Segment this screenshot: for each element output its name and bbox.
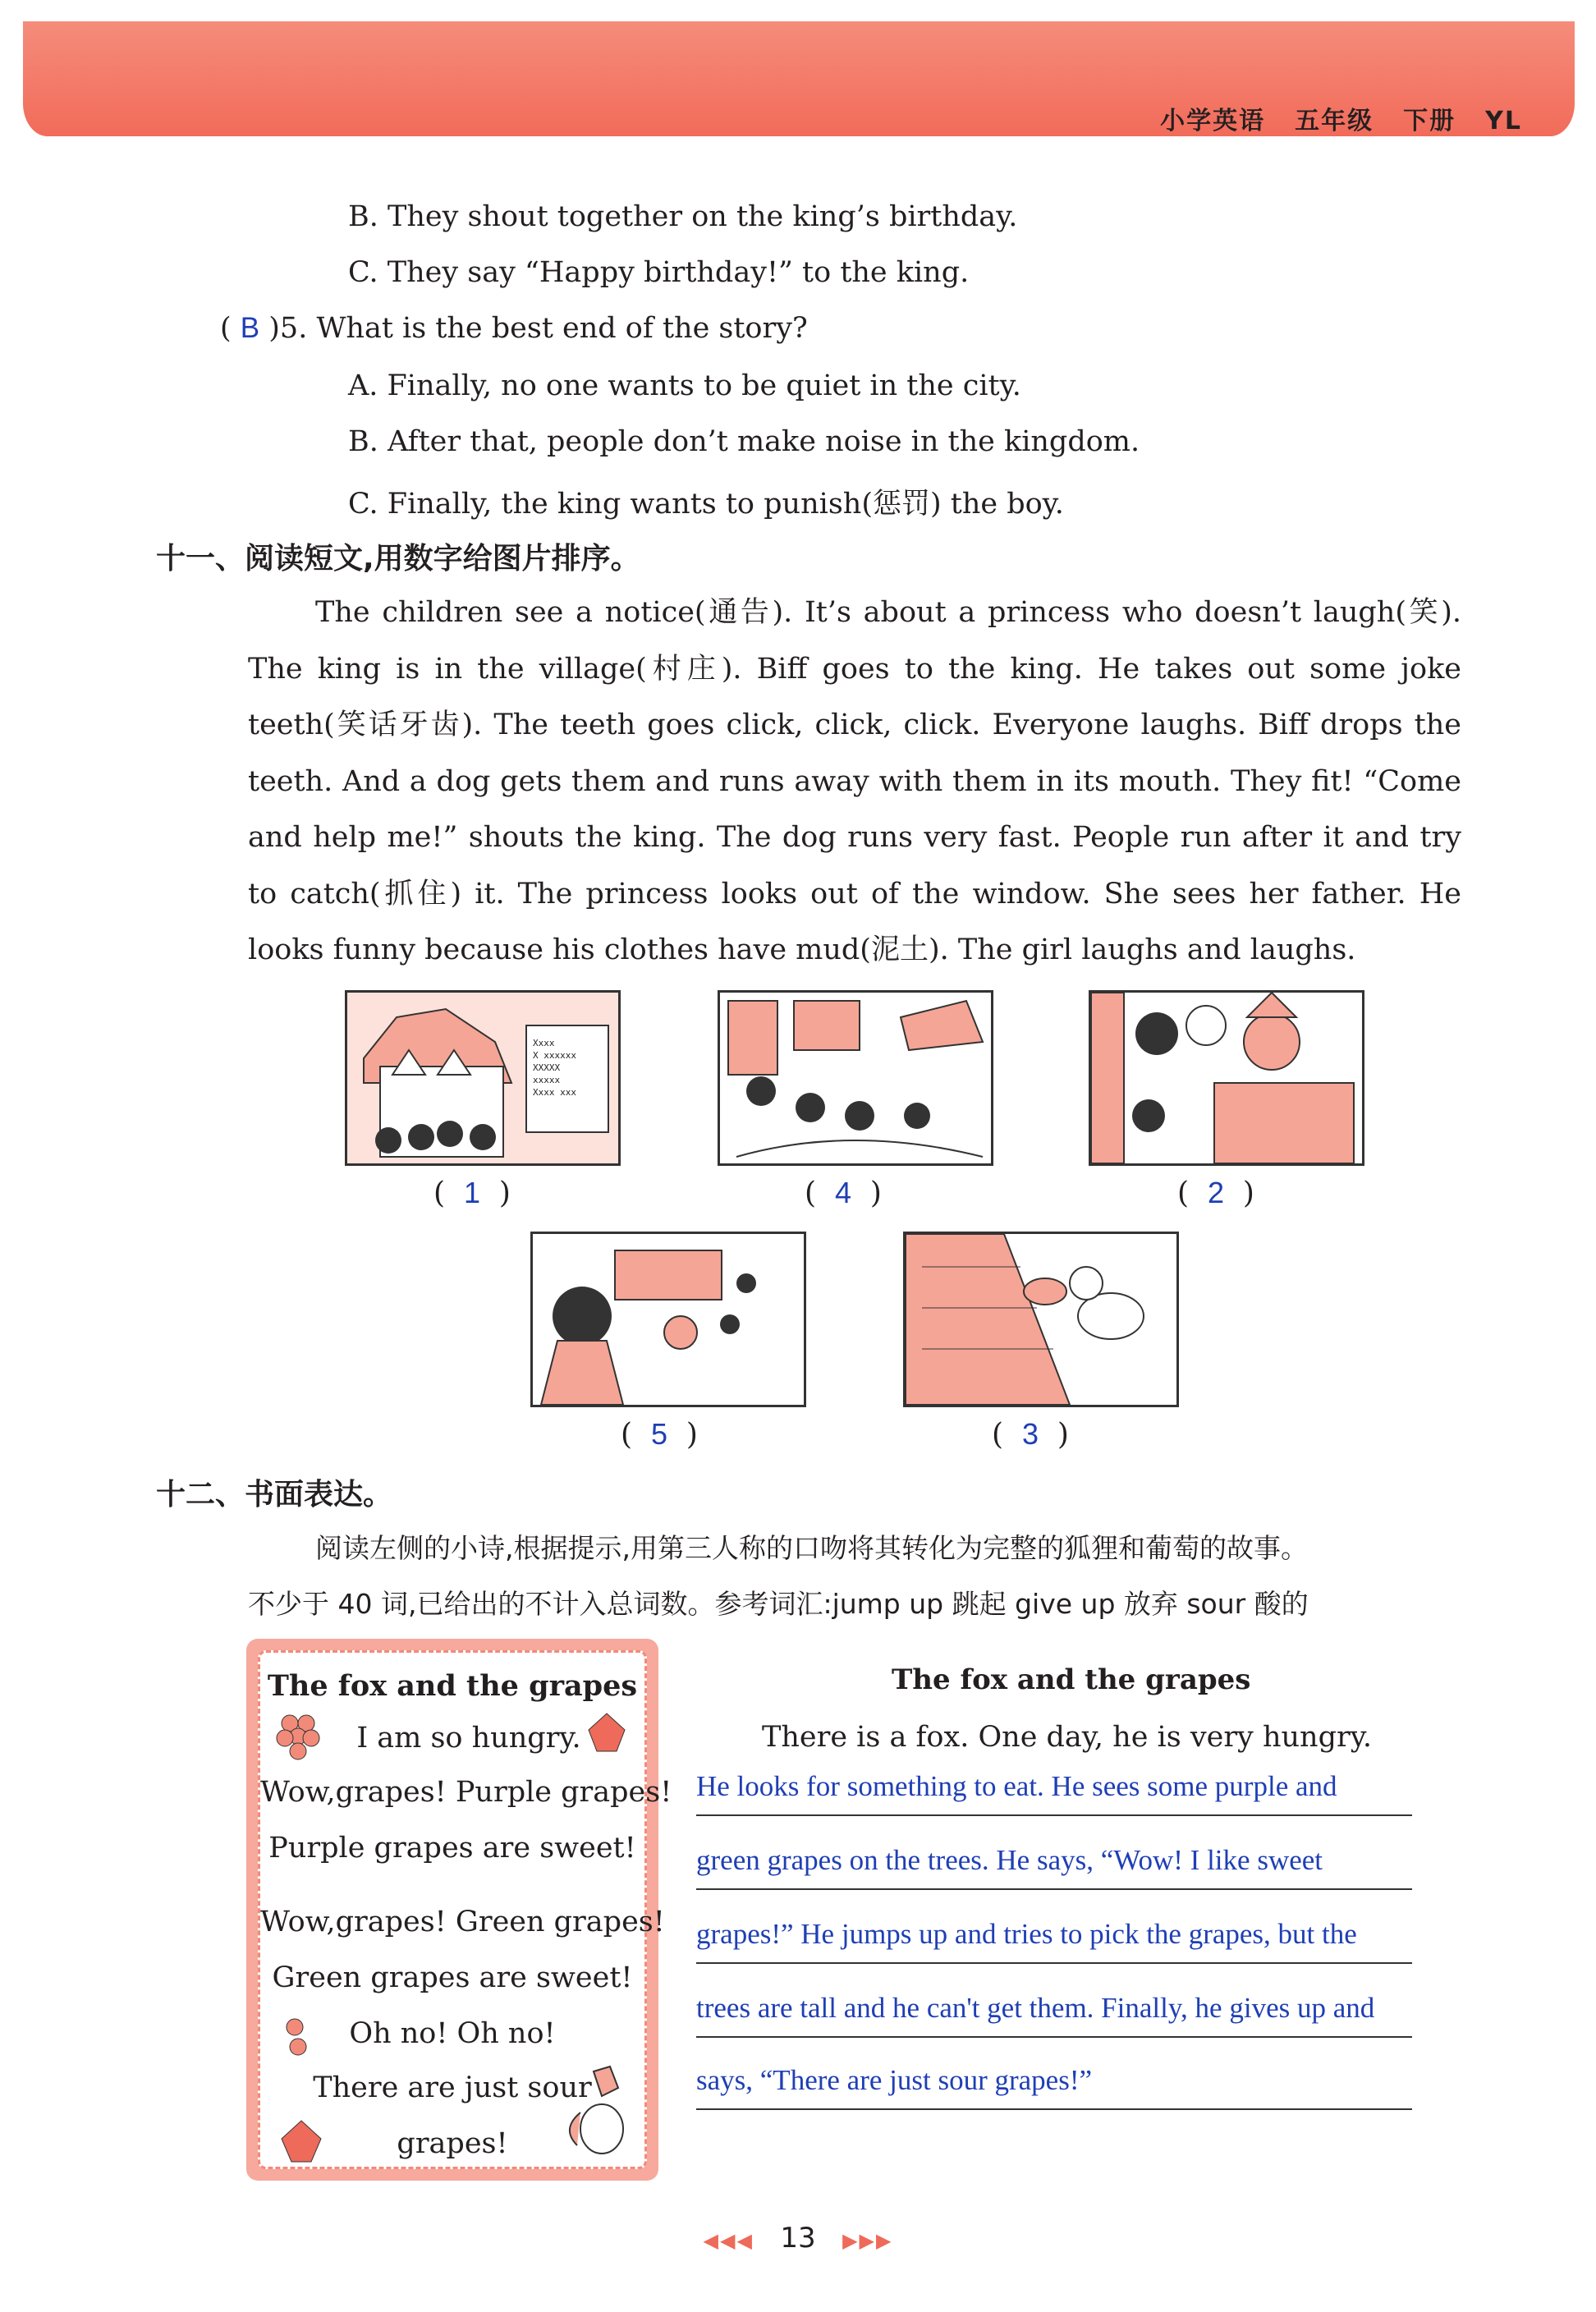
picture-dog [903, 1232, 1179, 1407]
notice-line-1: Xxxx [533, 1038, 555, 1048]
poem-line-4: Wow,grapes! Green grapes! [260, 1906, 665, 1938]
poem-line-7: There are just sour [313, 2071, 592, 2104]
header-info [1130, 100, 1522, 136]
next-arrows-icon: ▶▶▶ [842, 2229, 893, 2252]
poem-title: The fox and the grapes [267, 1669, 638, 1703]
poem-card [258, 1650, 672, 2169]
story-title: The fox and the grapes [892, 1663, 1251, 1696]
q5-option-c: C. Finally, the king wants to punish(惩罚) the boy. [348, 488, 1064, 521]
section-12-title: 十二、书面表达。 [156, 1478, 393, 1512]
picture-chase [718, 990, 993, 1166]
q5-question: )5. What is the best end of the story? [268, 312, 808, 345]
story-line-5: says, “There are just sour grapes!” [696, 2064, 1412, 2110]
picture-king [1089, 990, 1364, 1166]
prev-arrows-icon: ◀◀◀ [703, 2229, 754, 2252]
q4-option-b: B. They shout together on the king’s birthday. [348, 200, 1018, 233]
header-subject: 小学英语 [1160, 107, 1266, 135]
grape-pair-icon [282, 2014, 314, 2063]
picture-2-order: ( 4 ) [805, 1176, 882, 1210]
q5-answer: B [240, 312, 260, 344]
story-line-1: He looks for something to eat. He sees some purple and [696, 1770, 1412, 1816]
poem-line-8: grapes! [397, 2127, 508, 2160]
q5-option-b: B. After that, people don’t make noise in the kingdom. [348, 425, 1140, 458]
picture-4-order: ( 5 ) [621, 1417, 698, 1452]
page-footer [0, 2222, 1596, 2255]
leaf-icon-2 [277, 2117, 326, 2167]
q5-stem: ( B )5. What is the best end of the story? [220, 312, 808, 345]
poem-line-3: Purple grapes are sweet! [268, 1832, 636, 1865]
grapes-icon [273, 1707, 331, 1764]
section-11-title: 十一、阅读短文,用数字给图片排序。 [156, 542, 640, 576]
picture-princess [530, 1232, 806, 1407]
page-number: 13 [780, 2222, 816, 2255]
notice-line-5: Xxxx xxx [533, 1087, 576, 1098]
poem-line-2: Wow,grapes! Purple grapes! [260, 1776, 672, 1809]
notice-line-4: xxxxx [533, 1075, 561, 1085]
header-edition: YL [1485, 107, 1522, 135]
story-line-4: trees are tall and he can't get them. Finally, he gives up and [696, 1992, 1412, 2038]
notice-line-2: X xxxxxx [533, 1050, 576, 1061]
section-11-passage: The children see a notice(通告). It’s about a princess who doesn’t laugh(笑). The king is in the village(村庄). Biff goes to the king. He takes out some joke teeth(笑话牙齿). The teeth goes click, click, click. Everyone laughs. Biff drops the teeth. And a dog gets them and runs away with them in its mouth. They fit! “Come and help me!” shouts the king. The dog runs very fast. People run after it and try to catch(抓住) it. The princess looks out of the window. She sees her father. He looks funny because his clothes have mud(泥土). The girl laughs and laughs. [248, 596, 1461, 966]
poem-line-1: I am so hungry. [356, 1722, 581, 1755]
header-volume: 下册 [1403, 107, 1456, 135]
header-grade: 五年级 [1295, 107, 1374, 135]
story-line-2: green grapes on the trees. He says, “Wow! I like sweet [696, 1844, 1412, 1890]
section-12-instruction-2: 不少于 40 词,已给出的不计入总词数。参考词汇:jump up 跳起 give up 放弃 sour 酸的 [248, 1588, 1309, 1620]
story-start: There is a fox. One day, he is very hungry. [762, 1721, 1372, 1754]
picture-5-order: ( 3 ) [992, 1417, 1069, 1452]
poem-line-5: Green grapes are sweet! [272, 1961, 633, 1994]
q4-option-c: C. They say “Happy birthday!” to the king. [348, 256, 970, 289]
section-12-instruction-1: 阅读左侧的小诗,根据提示,用第三人称的口吻将其转化为完整的狐狸和葡萄的故事。 [315, 1532, 1308, 1564]
story-line-3: grapes!” He jumps up and tries to pick the grapes, but the [696, 1918, 1412, 1964]
fox-icon [561, 2063, 635, 2162]
q5-option-a: A. Finally, no one wants to be quiet in the city. [348, 369, 1021, 402]
notice-line-3: XXXXX [533, 1062, 561, 1073]
picture-notice [345, 990, 621, 1166]
picture-1-order: ( 1 ) [433, 1176, 511, 1210]
poem-line-6: Oh no! Oh no! [349, 2017, 556, 2050]
poem-box [246, 1639, 672, 2181]
picture-3-order: ( 2 ) [1177, 1176, 1254, 1210]
leaf-icon [584, 1710, 630, 1756]
